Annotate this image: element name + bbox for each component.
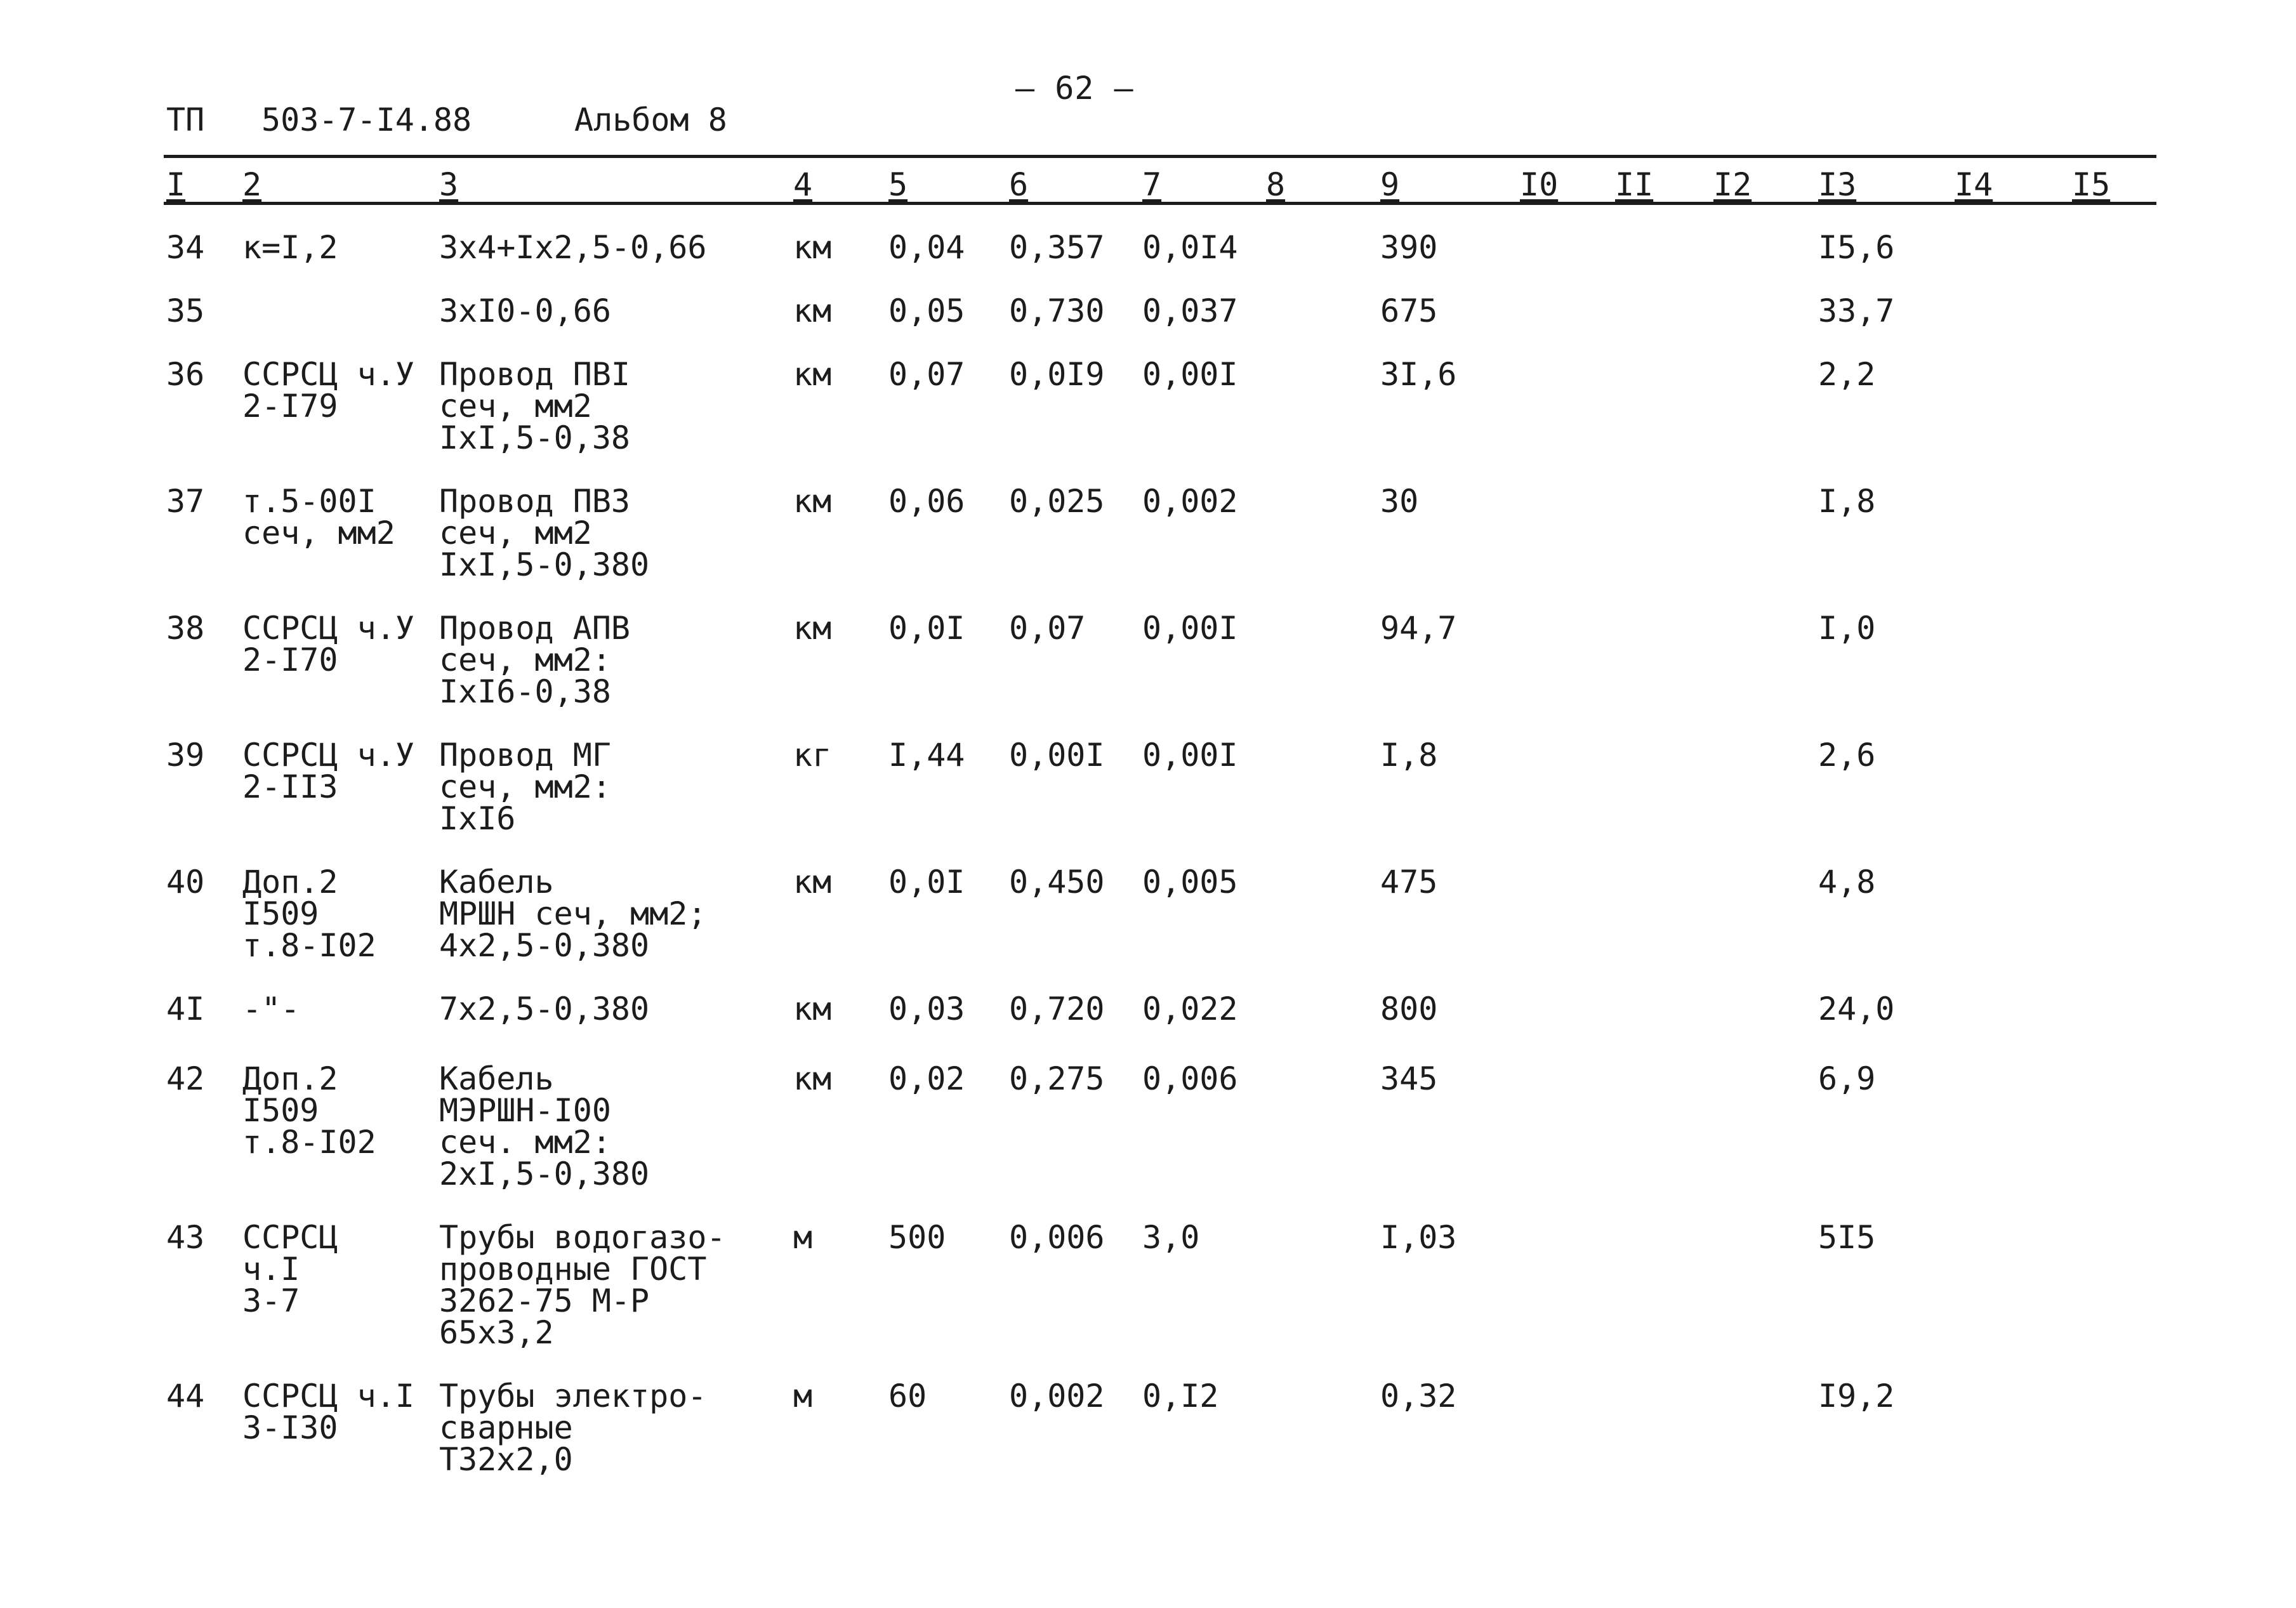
cell-line: сеч, мм2: <box>439 642 611 678</box>
quantity-cell: 0,07 <box>888 356 965 393</box>
value-col6-cell: 0,275 <box>1009 1060 1105 1097</box>
cell-line: т.8-I02 <box>242 1124 376 1161</box>
cell-line: Кабель <box>439 1060 554 1097</box>
value-col13-cell: 5I5 <box>1818 1219 1876 1256</box>
reference-cell <box>242 739 414 803</box>
quantity-cell: 60 <box>888 1378 927 1414</box>
quantity-cell: 0,03 <box>888 991 965 1027</box>
table-row <box>0 1378 2296 1478</box>
cell-line: проводные ГОСТ <box>439 1251 707 1288</box>
description-cell <box>439 356 631 456</box>
row-number: 42 <box>166 1060 205 1097</box>
cell-line: Доп.2 <box>242 1060 338 1097</box>
table-row <box>0 610 2296 710</box>
cell-line: сеч, мм2 <box>242 515 395 551</box>
value-col13-cell: 2,2 <box>1818 356 1876 393</box>
quantity-cell: I,44 <box>888 737 965 774</box>
value-col6-cell: 0,730 <box>1009 293 1105 329</box>
value-col6-cell: 0,07 <box>1009 610 1086 647</box>
value-col13-cell: 24,0 <box>1818 991 1895 1027</box>
value-col9-cell: 800 <box>1380 991 1438 1027</box>
reference-cell <box>242 993 300 1025</box>
cell-line: IхI,5-0,38 <box>439 419 631 456</box>
value-col9-cell: 3I,6 <box>1380 356 1457 393</box>
value-col7-cell: 0,00I <box>1142 356 1238 393</box>
unit-cell: км <box>793 293 832 329</box>
cell-line: МРШН сеч, мм2; <box>439 895 707 932</box>
unit-cell: км <box>793 229 832 266</box>
value-col6-cell: 0,002 <box>1009 1378 1105 1414</box>
reference-cell <box>242 612 414 676</box>
description-cell <box>439 993 649 1025</box>
value-col7-cell: 0,006 <box>1142 1060 1238 1097</box>
column-header: 2 <box>242 166 262 203</box>
row-number: 38 <box>166 610 205 647</box>
value-col6-cell: 0,357 <box>1009 229 1105 266</box>
column-header: 3 <box>439 166 459 203</box>
cell-line: 3хI0-0,66 <box>439 293 611 329</box>
cell-line: Провод ПВ3 <box>439 483 631 520</box>
cell-line: Провод ПВI <box>439 356 631 393</box>
cell-line: 2-I70 <box>242 642 338 678</box>
value-col6-cell: 0,450 <box>1009 864 1105 900</box>
unit-cell: км <box>793 1060 832 1097</box>
unit-cell: км <box>793 483 832 520</box>
cell-line: Трубы водогазо- <box>439 1219 726 1256</box>
value-col7-cell: 0,00I <box>1142 737 1238 774</box>
column-header: I5 <box>2072 166 2111 203</box>
cell-line: Провод АПВ <box>439 610 631 647</box>
cell-line: сеч, мм2 <box>439 388 592 425</box>
row-number: 37 <box>166 483 205 520</box>
cell-line: сеч. мм2: <box>439 1124 611 1161</box>
reference-cell <box>242 1060 376 1161</box>
value-col13-cell: I,0 <box>1818 610 1876 647</box>
value-col7-cell: 0,005 <box>1142 864 1238 900</box>
cell-line: 3-I30 <box>242 1409 338 1446</box>
value-col9-cell: 0,32 <box>1380 1378 1457 1414</box>
value-col13-cell: I5,6 <box>1818 229 1895 266</box>
cell-line: т.5-00I <box>242 483 376 520</box>
column-header: 5 <box>888 166 908 203</box>
value-col6-cell: 0,720 <box>1009 991 1105 1027</box>
value-col13-cell: I,8 <box>1818 483 1876 520</box>
column-header: 8 <box>1266 166 1286 203</box>
row-number: 40 <box>166 864 205 900</box>
column-header: I3 <box>1818 166 1857 203</box>
value-col6-cell: 0,006 <box>1009 1219 1105 1256</box>
unit-cell: м <box>793 1378 813 1414</box>
value-col7-cell: 0,00I <box>1142 610 1238 647</box>
cell-line: IхI,5-0,380 <box>439 546 650 583</box>
cell-line: МЭРШН-I00 <box>439 1092 611 1129</box>
row-number: 43 <box>166 1219 205 1256</box>
cell-line: ССРСЦ ч.У <box>242 356 414 393</box>
value-col7-cell: 0,I2 <box>1142 1378 1219 1414</box>
cell-line: 2хI,5-0,380 <box>439 1156 650 1192</box>
value-col9-cell: I,8 <box>1380 737 1438 774</box>
value-col9-cell: 390 <box>1380 229 1438 266</box>
value-col13-cell: 6,9 <box>1818 1060 1876 1097</box>
reference-cell <box>242 229 338 266</box>
description-cell <box>439 1219 726 1351</box>
cell-line: 3х4+Iх2,5-0,66 <box>439 229 707 266</box>
value-col7-cell: 3,0 <box>1142 1219 1200 1256</box>
cell-line: Кабель <box>439 864 554 900</box>
cell-line: сеч, мм2 <box>439 515 592 551</box>
cell-line: сеч, мм2: <box>439 768 611 805</box>
value-col7-cell: 0,0I4 <box>1142 229 1238 266</box>
cell-line: Трубы электро- <box>439 1378 707 1414</box>
value-col9-cell: 30 <box>1380 483 1419 520</box>
value-col13-cell: I9,2 <box>1818 1378 1895 1414</box>
cell-line: 3-7 <box>242 1282 300 1319</box>
row-number: 35 <box>166 293 205 329</box>
value-col9-cell: 475 <box>1380 864 1438 900</box>
cell-line: к=I,2 <box>242 229 338 266</box>
row-number: 39 <box>166 737 205 774</box>
table-row <box>0 737 2296 837</box>
table-row <box>0 1060 2296 1192</box>
row-number: 44 <box>166 1378 205 1414</box>
value-col7-cell: 0,002 <box>1142 483 1238 520</box>
cell-line: ССРСЦ ч.У <box>242 737 414 774</box>
document-code: ТП <box>166 102 205 138</box>
cell-line: IхI6-0,38 <box>439 673 611 710</box>
table-top-rule <box>164 155 2156 158</box>
reference-cell <box>242 864 376 964</box>
document-number: 503-7-I4.88 <box>261 102 472 138</box>
reference-cell <box>242 1219 338 1319</box>
value-col9-cell: 345 <box>1380 1060 1438 1097</box>
cell-line: 4х2,5-0,380 <box>439 927 650 964</box>
table-row <box>0 864 2296 964</box>
table-row <box>0 483 2296 583</box>
unit-cell: км <box>793 356 832 393</box>
column-header: 9 <box>1380 166 1400 203</box>
quantity-cell: 0,02 <box>888 1060 965 1097</box>
column-header: 7 <box>1142 166 1162 203</box>
album-label: Альбом 8 <box>574 102 727 138</box>
column-header: I2 <box>1713 166 1752 203</box>
cell-line: Т32х2,0 <box>439 1441 573 1478</box>
value-col13-cell: 2,6 <box>1818 737 1876 774</box>
reference-cell <box>242 1380 414 1444</box>
reference-cell <box>242 356 414 425</box>
table-row <box>0 293 2296 329</box>
unit-cell: км <box>793 610 832 647</box>
unit-cell: м <box>793 1219 813 1256</box>
quantity-cell: 0,0I <box>888 864 965 900</box>
value-col6-cell: 0,00I <box>1009 737 1105 774</box>
value-col9-cell: 675 <box>1380 293 1438 329</box>
reference-cell <box>242 485 395 549</box>
cell-line: 3262-75 М-Р <box>439 1282 650 1319</box>
unit-cell: км <box>793 864 832 900</box>
cell-line: т.8-I02 <box>242 927 376 964</box>
column-header: I <box>166 166 186 203</box>
description-cell <box>439 229 707 266</box>
description-cell <box>439 864 707 964</box>
cell-line: 65х3,2 <box>439 1314 554 1351</box>
cell-line: ССРСЦ <box>242 1219 338 1256</box>
cell-line: IхI6 <box>439 800 516 837</box>
cell-line: ССРСЦ ч.I <box>242 1378 414 1414</box>
cell-line: I509 <box>242 1092 319 1129</box>
unit-cell: кг <box>793 737 832 774</box>
quantity-cell: 500 <box>888 1219 946 1256</box>
description-cell <box>439 737 611 837</box>
cell-line: 2-I79 <box>242 388 338 425</box>
value-col9-cell: I,03 <box>1380 1219 1457 1256</box>
column-header: I4 <box>1955 166 1993 203</box>
value-col13-cell: 4,8 <box>1818 864 1876 900</box>
cell-line: -"- <box>242 991 300 1027</box>
description-cell <box>439 295 611 327</box>
value-col13-cell: 33,7 <box>1818 293 1895 329</box>
value-col6-cell: 0,025 <box>1009 483 1105 520</box>
unit-cell: км <box>793 991 832 1027</box>
row-number: 34 <box>166 229 205 266</box>
quantity-cell: 0,04 <box>888 229 965 266</box>
description-cell <box>439 1378 707 1478</box>
cell-line: ССРСЦ ч.У <box>242 610 414 647</box>
value-col7-cell: 0,022 <box>1142 991 1238 1027</box>
column-header: I0 <box>1520 166 1559 203</box>
value-col7-cell: 0,037 <box>1142 293 1238 329</box>
cell-line: Доп.2 <box>242 864 338 900</box>
row-number: 4I <box>166 991 205 1027</box>
column-header: II <box>1615 166 1654 203</box>
column-header: 6 <box>1009 166 1029 203</box>
quantity-cell: 0,05 <box>888 293 965 329</box>
value-col9-cell: 94,7 <box>1380 610 1457 647</box>
quantity-cell: 0,06 <box>888 483 965 520</box>
cell-line: 2-II3 <box>242 768 338 805</box>
cell-line: сварные <box>439 1409 573 1446</box>
quantity-cell: 0,0I <box>888 610 965 647</box>
column-header: 4 <box>793 166 813 203</box>
row-number: 36 <box>166 356 205 393</box>
cell-line: Провод МГ <box>439 737 611 774</box>
cell-line: I509 <box>242 895 319 932</box>
table-row <box>0 991 2296 1027</box>
description-cell <box>439 1060 650 1192</box>
cell-line: 7х2,5-0,380 <box>439 991 650 1027</box>
value-col6-cell: 0,0I9 <box>1009 356 1105 393</box>
cell-line: ч.I <box>242 1251 300 1288</box>
page-number: – 62 – <box>1015 70 1134 107</box>
description-cell <box>439 485 649 581</box>
description-cell <box>439 612 630 708</box>
